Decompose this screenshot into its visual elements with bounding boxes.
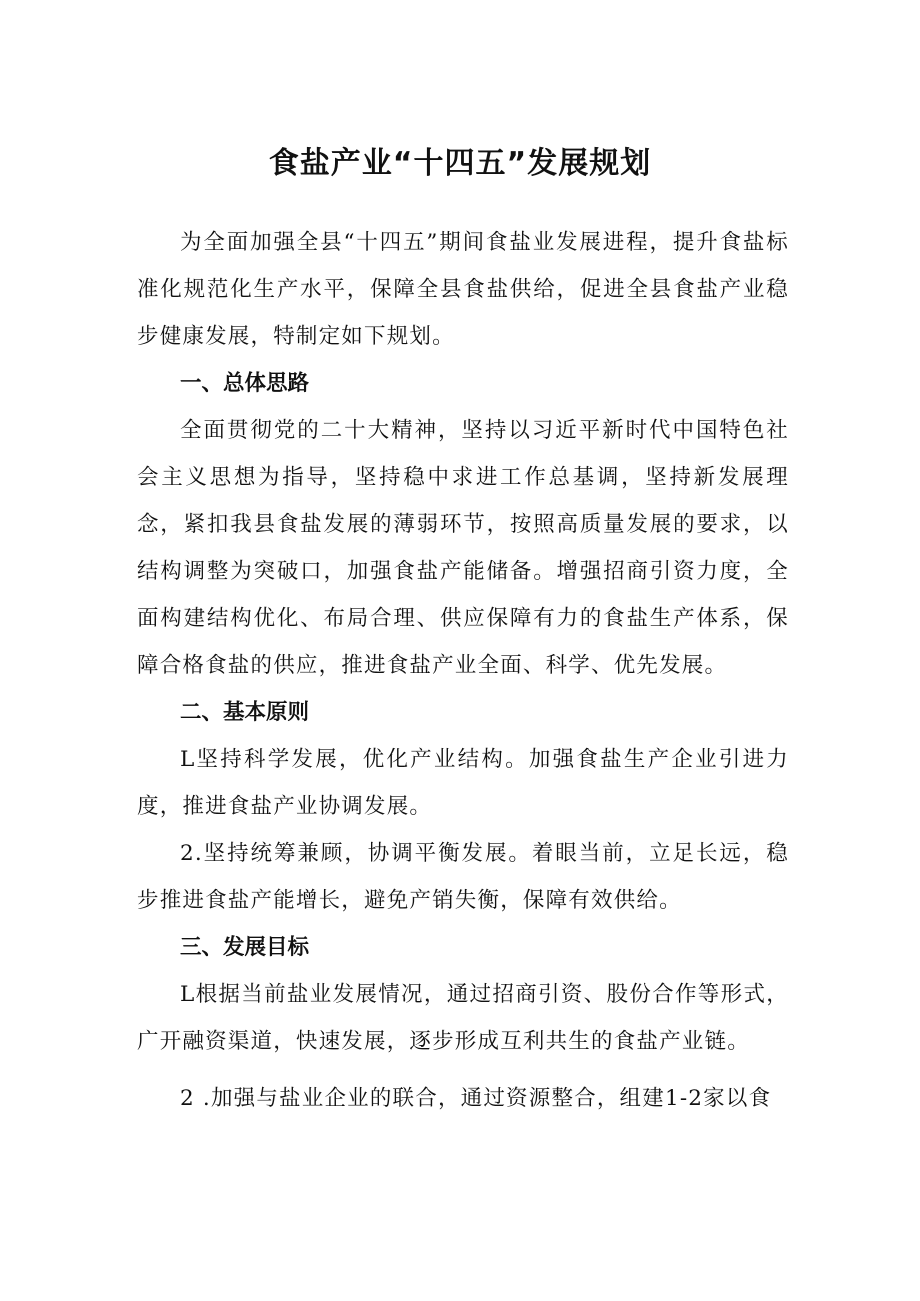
document-title: 食盐产业“十四五”发展规划 bbox=[268, 146, 652, 181]
section-heading-1: 一、总体思路 bbox=[180, 371, 310, 396]
section-3-item-1: L根据当前盐业发展情况，通过招商引资、股份合作等形式，广开融资渠道，快速发展，逐步形成互利共生的食盐产业链。 bbox=[137, 982, 789, 1054]
section-heading-3: 三、发展目标 bbox=[180, 935, 310, 960]
section-heading-2: 二、基本原则 bbox=[180, 700, 310, 725]
document-body bbox=[137, 219, 789, 1122]
section-2-item-1: L坚持科学发展，优化产业结构。加强食盐生产企业引进力度，推进食盐产业协调发展。 bbox=[137, 747, 789, 819]
section-1-paragraph: 全面贯彻党的二十大精神，坚持以习近平新时代中国特色社会主义思想为指导，坚持稳中求进工作总基调，坚持新发展理念，紧扣我县食盐发展的薄弱环节，按照高质量发展的要求，以结构调整为突破口，加强食盐产能储备。增强招商引资力度，全面构建结构优化、布局合理、供应保障有力的食盐生产体系，保障合格食盐的供应，推进食盐产业全面、科学、优先发展。 bbox=[137, 418, 789, 678]
section-2-item-2: 2.坚持统筹兼顾，协调平衡发展。着眼当前，立足长远，稳步推进食盐产能增长，避免产销失衡，保障有效供给。 bbox=[137, 841, 789, 913]
intro-paragraph: 为全面加强全县“十四五”期间食盐业发展进程，提升食盐标准化规范化生产水平，保障全县食盐供给，促进全县食盐产业稳步健康发展，特制定如下规划。 bbox=[137, 230, 789, 349]
section-3-item-2: 2 .加强与盐业企业的联合，通过资源整合，组建1-2家以食 bbox=[180, 1086, 772, 1111]
